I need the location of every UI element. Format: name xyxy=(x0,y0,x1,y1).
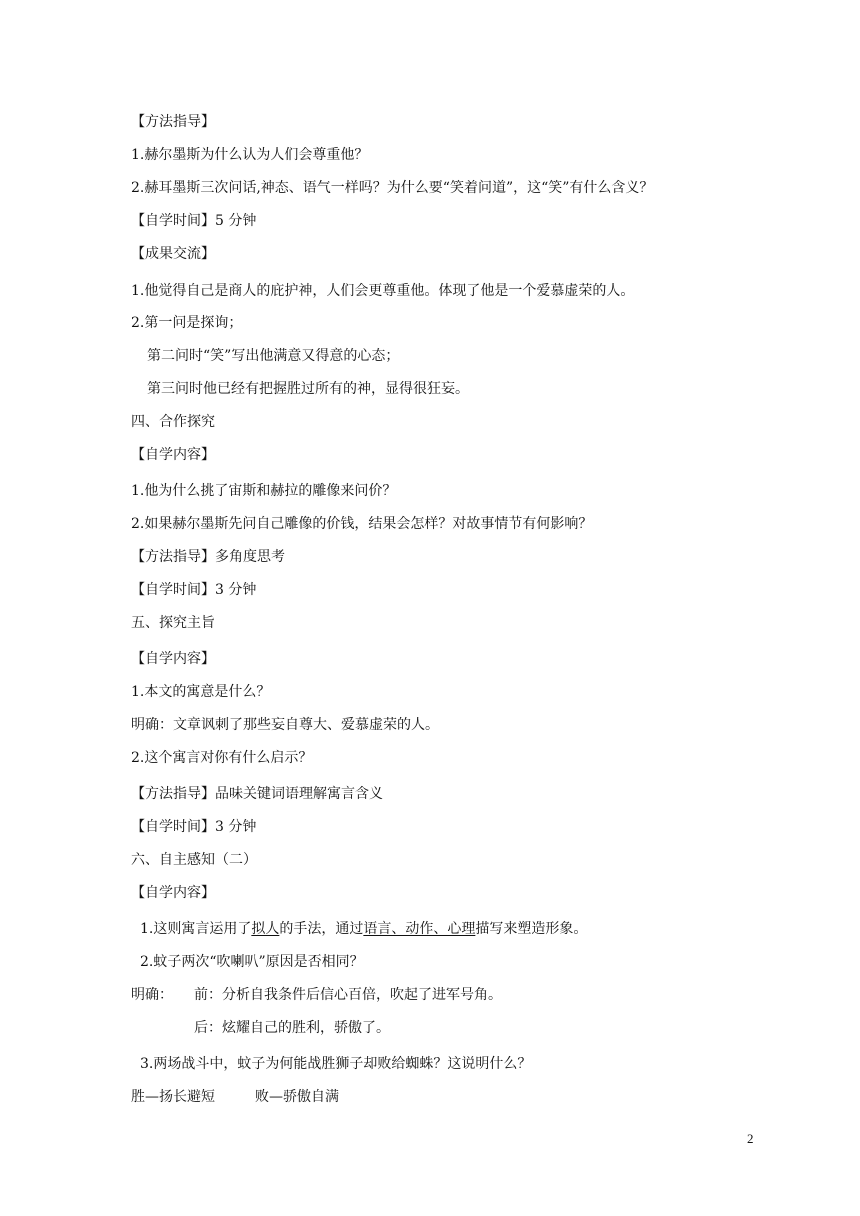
method-guide-5: 【方法指导】品味关键词语理解寓言含义 xyxy=(131,786,383,802)
answer-6-2-before: 前：分析自我条件后信心百倍，吹起了进军号角。 xyxy=(194,987,502,1003)
heading-study-content: 【自学内容】 xyxy=(131,447,215,463)
question-6-1 xyxy=(140,920,587,938)
heading-study-content-6: 【自学内容】 xyxy=(131,885,215,901)
question-2: 2.赫耳墨斯三次问话,神态、语气一样吗？为什么要“笑着问道”，这“笑”有什么含义？ xyxy=(131,180,654,196)
section-5-title: 五、探究主旨 xyxy=(131,615,215,631)
answer-blank-technique: 拟人 xyxy=(251,921,280,937)
question-1: 1.赫尔墨斯为什么认为人们会尊重他？ xyxy=(131,147,369,163)
question-6-2: 2.蚊子两次“吹喇叭”原因是否相同？ xyxy=(140,954,364,970)
question-6-3: 3.两场战斗中，蚊子为何能战胜狮子却败给蜘蛛？这说明什么？ xyxy=(140,1056,532,1072)
heading-study-content-5: 【自学内容】 xyxy=(131,651,215,667)
section-4-title: 四、合作探究 xyxy=(131,414,215,430)
self-study-time-4: 【自学时间】3 分钟 xyxy=(131,582,257,598)
heading-method-guide: 【方法指导】 xyxy=(131,114,215,130)
question-4-2: 2.如果赫尔墨斯先问自己雕像的价钱，结果会怎样？对故事情节有何影响？ xyxy=(131,516,593,532)
page-number: 2 xyxy=(747,1131,754,1146)
answer-1: 1.他觉得自己是商人的庇护神，人们会更尊重他。体现了他是一个爱慕虚荣的人。 xyxy=(131,283,635,299)
answer-lose: 败—骄傲自满 xyxy=(255,1089,339,1105)
answer-win: 胜—扬长避短 xyxy=(131,1089,215,1105)
self-study-time-5: 【自学时间】3 分钟 xyxy=(131,819,257,835)
question-5-2: 2.这个寓言对你有什么启示？ xyxy=(131,750,313,766)
section-6-title: 六、自主感知（二） xyxy=(131,852,257,868)
answer-2: 2.第一问是探询； xyxy=(131,315,243,331)
heading-results-exchange: 【成果交流】 xyxy=(131,246,215,262)
question-6-1-suffix: 描写来塑造形象。 xyxy=(475,921,588,937)
answer-2-third: 第三问时他已经有把握胜过所有的神，显得很狂妄。 xyxy=(147,381,469,397)
method-guide-4: 【方法指导】多角度思考 xyxy=(131,549,285,565)
question-4-1: 1.他为什么挑了宙斯和赫拉的雕像来问价？ xyxy=(131,483,397,499)
answer-label: 明确： xyxy=(131,987,173,1003)
question-5-1: 1.本文的寓意是什么？ xyxy=(131,684,271,700)
answer-blank-description: 语言、动作、心理 xyxy=(363,921,476,937)
answer-5-1: 明确：文章讽刺了那些妄自尊大、爱慕虚荣的人。 xyxy=(131,717,439,733)
answer-2-second: 第二问时“笑”写出他满意又得意的心态； xyxy=(147,348,400,364)
self-study-time: 【自学时间】5 分钟 xyxy=(131,213,257,229)
question-6-1-prefix: 1.这则寓言运用了 xyxy=(140,921,252,937)
question-6-1-middle: 的手法，通过 xyxy=(279,921,364,937)
answer-6-2-after: 后：炫耀自己的胜利，骄傲了。 xyxy=(194,1020,390,1036)
